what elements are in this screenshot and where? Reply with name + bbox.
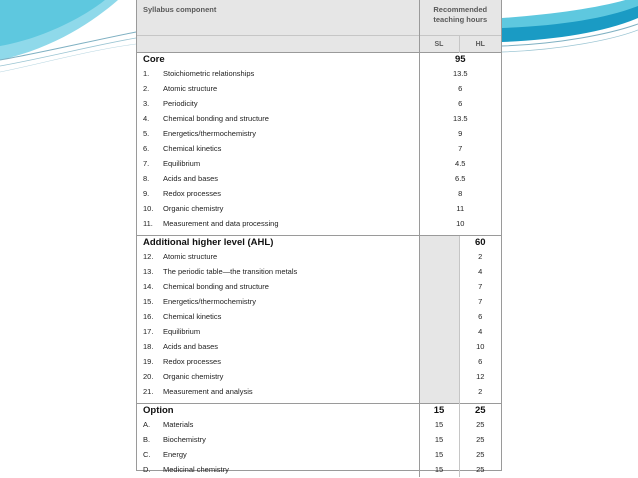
row-hl-hours: 6 [459,354,501,369]
row-number: 21. [143,387,154,396]
row-topic: The periodic table—the transition metals [163,267,298,276]
row-label-cell [137,279,419,294]
table-row [137,432,501,447]
row-number: D. [143,465,151,474]
row-topic: Equilibrium [163,327,201,336]
table-row [137,96,501,111]
row-number: 7. [143,159,150,168]
left-swoosh-decoration [0,0,136,72]
table-row [137,324,501,339]
row-hl-hours: 6 [459,309,501,324]
table-row [137,111,501,126]
row-sl-empty [419,354,459,369]
row-number: 15. [143,297,154,306]
row-topic: Chemical kinetics [163,144,222,153]
row-sl-empty [419,309,459,324]
table-row [137,384,501,399]
table-row [137,264,501,279]
row-sl-empty [419,369,459,384]
row-number: 8. [143,174,150,183]
table-row [137,354,501,369]
row-topic: Materials [163,420,194,429]
row-hours: 13.5 [419,66,501,81]
core-section [137,53,501,236]
row-number: 9. [143,189,150,198]
table-row [137,462,501,477]
row-number: 4. [143,114,150,123]
table-row [137,186,501,201]
row-topic: Chemical bonding and structure [163,282,269,291]
row-label-cell [137,264,419,279]
row-label-cell [137,186,419,201]
row-hours: 6.5 [419,171,501,186]
row-label-cell [137,216,419,231]
row-number: 13. [143,267,154,276]
row-hl-hours: 2 [459,249,501,264]
row-number: B. [143,435,151,444]
section-title-ahl: Additional higher level (AHL) [137,236,419,250]
row-topic: Energetics/thermochemistry [163,129,256,138]
row-label-cell [137,369,419,384]
row-label-cell [137,111,419,126]
row-label-cell [137,447,419,462]
row-hl-hours: 12 [459,369,501,384]
row-topic: Energetics/thermochemistry [163,297,256,306]
row-topic: Organic chemistry [163,372,224,381]
row-topic: Acids and bases [163,342,219,351]
table-row [137,66,501,81]
row-number: 5. [143,129,150,138]
row-number: 14. [143,282,154,291]
row-hl-hours: 25 [459,462,501,477]
row-hl-hours: 2 [459,384,501,399]
ahl-hl-total-hours: 60 [459,236,501,250]
row-label-cell [137,339,419,354]
table-row [137,417,501,432]
option-sl-total-hours: 15 [419,404,459,418]
row-hl-hours: 25 [459,432,501,447]
row-sl-hours: 15 [419,462,459,477]
row-topic: Organic chemistry [163,204,224,213]
row-hl-hours: 4 [459,264,501,279]
row-label-cell [137,384,419,399]
option-section [137,404,501,478]
table-row [137,294,501,309]
row-hl-hours: 10 [459,339,501,354]
table-row [137,216,501,231]
row-topic: Energy [163,450,187,459]
column-header-recommended-hours: Recommended teaching hours [419,0,501,36]
row-number: A. [143,420,151,429]
column-header-blank [137,36,419,53]
row-hl-hours: 7 [459,279,501,294]
row-number: 11. [143,219,153,228]
row-label-cell [137,249,419,264]
table-row [137,141,501,156]
row-topic: Acids and bases [163,174,219,183]
ahl-section [137,236,501,404]
section-title-option: Option [137,404,419,418]
table-row [137,81,501,96]
row-sl-empty [419,249,459,264]
syllabus-table-container [136,0,502,474]
row-hours: 8 [419,186,501,201]
row-sl-empty [419,339,459,354]
row-number: C. [143,450,151,459]
row-label-cell [137,432,419,447]
row-hours: 4.5 [419,156,501,171]
row-label-cell [137,417,419,432]
row-hours: 11 [419,201,501,216]
row-topic: Stoichiometric relationships [163,69,255,78]
row-hours: 9 [419,126,501,141]
row-label-cell [137,96,419,111]
row-label-cell [137,81,419,96]
row-topic: Redox processes [163,357,221,366]
core-total-hours: 95 [419,53,501,67]
row-hl-hours: 25 [459,417,501,432]
row-label-cell [137,66,419,81]
row-sl-hours: 15 [419,417,459,432]
row-topic: Measurement and data processing [163,219,279,228]
column-header-component: Syllabus component [137,0,419,36]
row-topic: Chemical bonding and structure [163,114,269,123]
row-number: 12. [143,252,154,261]
table-row [137,171,501,186]
table-row [137,447,501,462]
section-title-core: Core [137,53,419,67]
column-header-hl: HL [459,36,501,53]
column-header-sl: SL [419,36,459,53]
row-label-cell [137,294,419,309]
row-topic: Medicinal chemistry [163,465,229,474]
row-label-cell [137,462,419,477]
row-topic: Atomic structure [163,84,218,93]
row-hours: 6 [419,81,501,96]
row-topic: Periodicity [163,99,198,108]
table-row [137,369,501,384]
row-label-cell [137,201,419,216]
row-topic: Chemical kinetics [163,312,222,321]
row-number: 18. [143,342,154,351]
row-topic: Atomic structure [163,252,218,261]
table-row [137,156,501,171]
syllabus-table [137,0,501,477]
row-sl-hours: 15 [419,432,459,447]
row-label-cell [137,324,419,339]
row-label-cell [137,126,419,141]
row-number: 16. [143,312,154,321]
row-sl-empty [419,294,459,309]
table-row [137,339,501,354]
table-row [137,201,501,216]
row-topic: Biochemistry [163,435,206,444]
row-hl-hours: 7 [459,294,501,309]
row-number: 1. [143,69,150,78]
row-number: 19. [143,357,154,366]
table-row [137,249,501,264]
row-topic: Measurement and analysis [163,387,253,396]
row-hl-hours: 4 [459,324,501,339]
table-row [137,126,501,141]
row-sl-hours: 15 [419,447,459,462]
row-number: 2. [143,84,150,93]
row-number: 17. [143,327,154,336]
row-number: 3. [143,99,150,108]
row-topic: Redox processes [163,189,221,198]
row-hours: 10 [419,216,501,231]
right-swoosh-decoration [502,0,638,52]
row-label-cell [137,354,419,369]
row-hours: 13.5 [419,111,501,126]
table-row [137,309,501,324]
row-hours: 7 [419,141,501,156]
row-number: 20. [143,372,154,381]
row-label-cell [137,171,419,186]
row-sl-empty [419,384,459,399]
row-hl-hours: 25 [459,447,501,462]
row-topic: Equilibrium [163,159,201,168]
option-hl-total-hours: 25 [459,404,501,418]
row-number: 10. [143,204,154,213]
row-sl-empty [419,324,459,339]
row-sl-empty [419,264,459,279]
table-row [137,279,501,294]
row-hours: 6 [419,96,501,111]
ahl-sl-total-empty [419,236,459,250]
row-label-cell [137,309,419,324]
row-label-cell [137,156,419,171]
row-number: 6. [143,144,150,153]
row-label-cell [137,141,419,156]
row-sl-empty [419,279,459,294]
